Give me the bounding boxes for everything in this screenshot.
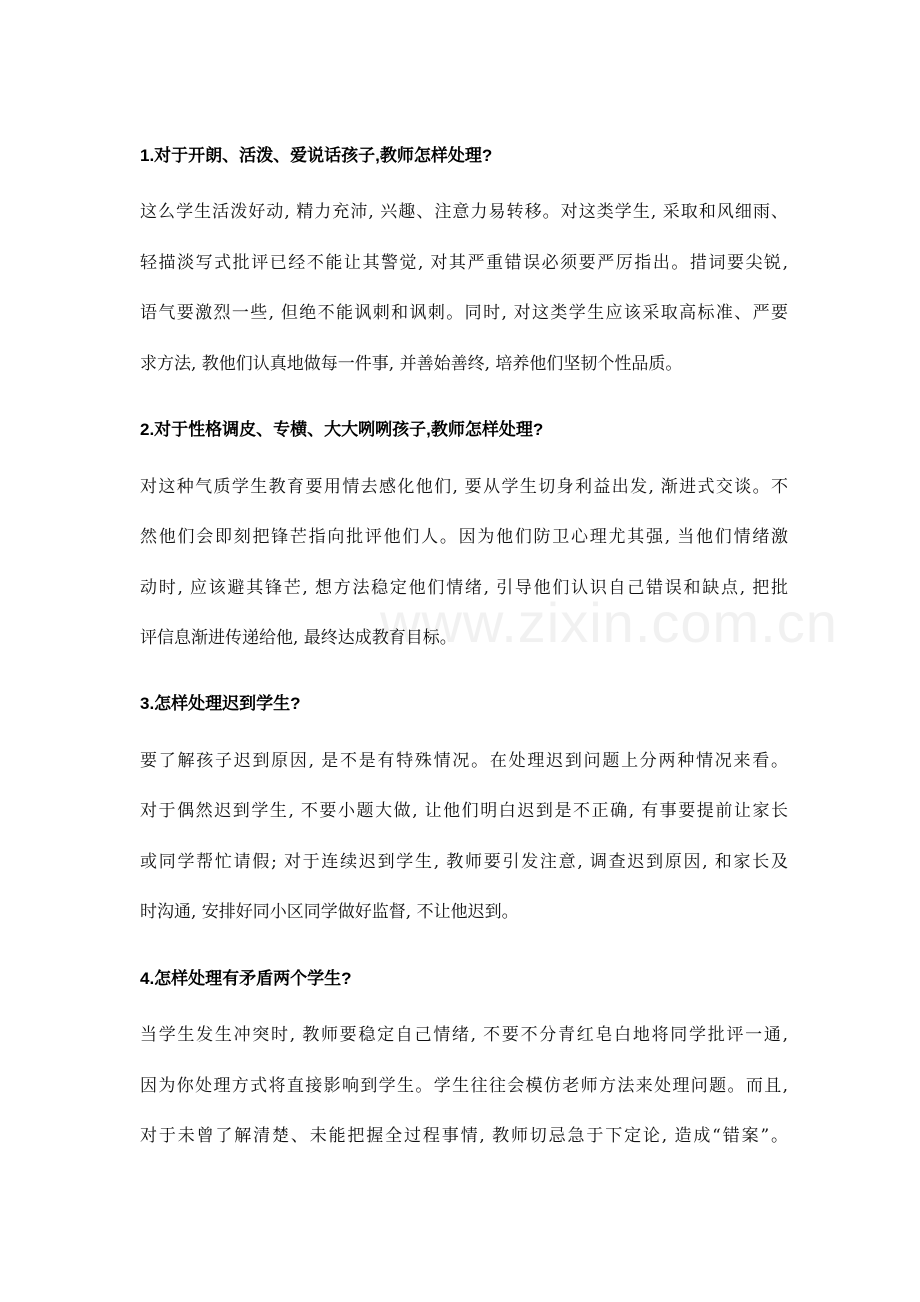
section-4-question: 4.怎样处理有矛盾两个学生? bbox=[140, 969, 352, 988]
section-2-line-4: 评信息渐进传递给他, 最终达成教育目标。 bbox=[140, 628, 457, 648]
watermark: www.zixin.com.cn bbox=[380, 591, 838, 654]
section-1-line-4: 求方法, 教他们认真地做每一件事, 并善始善终, 培养他们坚韧个性品质。 bbox=[140, 354, 683, 374]
section-1-line-2: 轻描淡写式批评已经不能让其警觉, 对其严重错误必须要严厉指出。措词要尖锐, bbox=[140, 253, 788, 273]
section-2-question: 2.对于性格调皮、专横、大大咧咧孩子,教师怎样处理? bbox=[140, 420, 544, 439]
section-3-line-2: 对于偶然迟到学生, 不要小题大做, 让他们明白迟到是不正确, 有事要提前让家长 bbox=[140, 801, 788, 821]
section-3-question: 3.怎样处理迟到学生? bbox=[140, 694, 301, 713]
section-3-line-4: 时沟通, 安排好同小区同学做好监督, 不让他迟到。 bbox=[140, 902, 519, 922]
section-1-line-1: 这么学生活泼好动, 精力充沛, 兴趣、注意力易转移。对这类学生, 采取和风细雨、 bbox=[140, 202, 788, 222]
section-1-question: 1.对于开朗、活泼、爱说话孩子,教师怎样处理? bbox=[140, 146, 493, 165]
section-3-line-1: 要了解孩子迟到原因, 是不是有特殊情况。在处理迟到问题上分两种情况来看。 bbox=[140, 751, 788, 771]
section-4-line-2: 因为你处理方式将直接影响到学生。学生往往会模仿老师方法来处理问题。而且, bbox=[140, 1076, 788, 1096]
section-3-line-3: 或同学帮忙请假; 对于连续迟到学生, 教师要引发注意, 调查迟到原因, 和家长及 bbox=[140, 852, 788, 872]
section-4-line-1: 当学生发生冲突时, 教师要稳定自己情绪, 不要不分青红皂白地将同学批评一通, bbox=[140, 1025, 788, 1045]
section-1-line-3: 语气要激烈一些, 但绝不能讽刺和讽刺。同时, 对这类学生应该采取高标准、严要 bbox=[140, 303, 788, 323]
section-2-line-2: 然他们会即刻把锋芒指向批评他们人。因为他们防卫心理尤其强, 当他们情绪激 bbox=[140, 527, 788, 547]
section-2-line-1: 对这种气质学生教育要用情去感化他们, 要从学生切身利益出发, 渐进式交谈。不 bbox=[140, 477, 788, 497]
section-4-line-3: 对于未曾了解清楚、未能把握全过程事情, 教师切忌急于下定论, 造成“错案”。 bbox=[140, 1126, 788, 1146]
section-2-line-3: 动时, 应该避其锋芒, 想方法稳定他们情绪, 引导他们认识自己错误和缺点, 把批 bbox=[140, 578, 788, 598]
